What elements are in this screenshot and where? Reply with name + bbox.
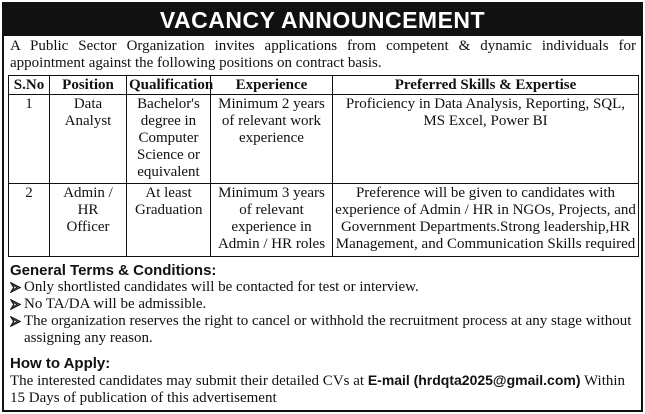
list-item xyxy=(10,296,636,313)
list-item xyxy=(10,279,636,296)
cell-experience: Minimum 3 years of relevant experience in Admin / HR roles xyxy=(211,184,333,257)
table-row xyxy=(9,95,639,184)
cell-experience: Minimum 2 years of relevant work experience xyxy=(211,95,333,184)
header-position: Position xyxy=(50,76,127,95)
list-item xyxy=(10,313,636,347)
diamond-arrow-bullet-icon xyxy=(10,316,21,327)
how-to-apply-section xyxy=(10,355,636,407)
apply-text-after: Within 15 Days of publication of this advertisement xyxy=(10,373,626,406)
cell-position: Admin / HR Officer xyxy=(50,184,127,257)
table-row xyxy=(9,184,639,257)
cell-sno: 1 xyxy=(9,95,50,184)
apply-text xyxy=(10,372,636,407)
apply-heading: How to Apply: xyxy=(10,355,111,372)
email-address[interactable]: (hrdqta2025@gmail.com) xyxy=(413,372,581,388)
header-skills: Preferred Skills & Expertise xyxy=(333,76,639,95)
cell-skills: Proficiency in Data Analysis, Reporting, SQL, MS Excel, Power BI xyxy=(333,95,639,184)
table-header-row xyxy=(9,76,639,95)
cell-position: Data Analyst xyxy=(50,95,127,184)
header-qualification: Qualification xyxy=(127,76,211,95)
general-terms-section xyxy=(10,262,636,347)
vacancy-table xyxy=(8,75,639,257)
term-text: No TA/DA will be admissible. xyxy=(24,296,207,312)
diamond-arrow-bullet-icon xyxy=(10,299,21,310)
email-label: E-mail xyxy=(367,372,410,388)
terms-heading: General Terms & Conditions: xyxy=(10,262,217,279)
cell-qualification: At least Graduation xyxy=(127,184,211,257)
intro-paragraph: A Public Sector Organization invites applications from competent & dynamic individuals for appointment against the following positions on contract basis. xyxy=(10,38,636,71)
terms-list xyxy=(10,279,636,347)
term-text: The organization reserves the right to cancel or withhold the recruitment process at any stage without assigning any reason. xyxy=(24,313,632,346)
header-sno: S.No xyxy=(9,76,50,95)
cell-skills: Preference will be given to candidates with experience of Admin / HR in NGOs, Projects, and Government Departments.Strong leadership,HR Management, and Communication Skills required xyxy=(333,184,639,257)
apply-text-before: The interested candidates may submit their detailed CVs at xyxy=(10,373,368,389)
cell-sno: 2 xyxy=(9,184,50,257)
diamond-arrow-bullet-icon xyxy=(10,282,21,293)
cell-qualification: Bachelor's degree in Computer Science or equivalent xyxy=(127,95,211,184)
page-title: VACANCY ANNOUNCEMENT xyxy=(4,4,641,36)
header-experience: Experience xyxy=(211,76,333,95)
term-text: Only shortlisted candidates will be contacted for test or interview. xyxy=(24,279,419,295)
